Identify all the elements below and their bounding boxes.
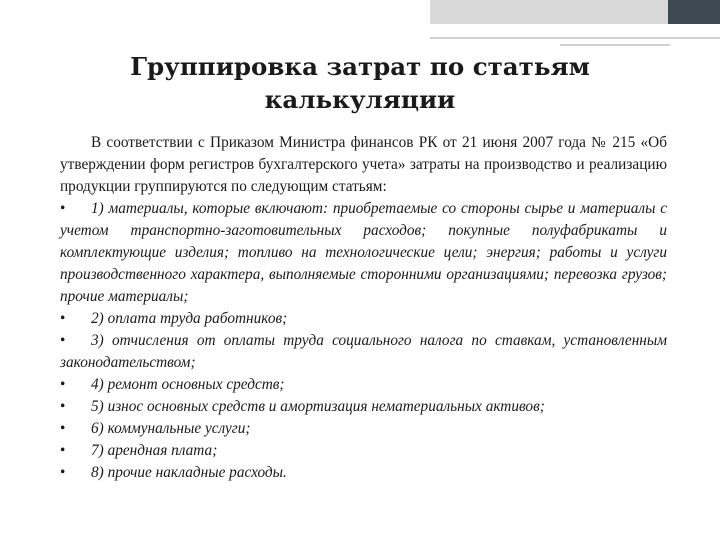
list-item	[60, 308, 667, 330]
slide-title-line-1: Группировка затрат по статьям	[130, 52, 590, 81]
corner-decoration-gray	[430, 0, 668, 24]
list-item	[60, 198, 667, 308]
list-item-text: 6) коммунальные услуги;	[91, 420, 251, 437]
list-item-text: 4) ремонт основных средств;	[91, 376, 285, 393]
bullet-icon: •	[60, 200, 66, 217]
bullet-icon: •	[60, 376, 66, 393]
bullet-icon: •	[60, 332, 66, 349]
list-item-text: 2) оплата труда работников;	[91, 310, 288, 327]
corner-decoration-dark	[668, 0, 720, 24]
list-item-text: 8) прочие накладные расходы.	[91, 464, 287, 481]
slide-title	[60, 50, 660, 116]
list-item	[60, 440, 667, 462]
list-item	[60, 330, 667, 374]
list-item	[60, 462, 667, 484]
list-item	[60, 418, 667, 440]
bullet-icon: •	[60, 464, 66, 481]
list-item-text: 5) износ основных средств и амортизация нематериальных активов;	[91, 398, 545, 415]
bullet-icon: •	[60, 442, 66, 459]
bullet-icon: •	[60, 398, 66, 415]
bullet-icon: •	[60, 310, 66, 327]
list-item-text: 3) отчисления от оплаты труда социального налога по ставкам, установленным законодательством;	[60, 332, 667, 371]
corner-decoration-line	[430, 37, 720, 39]
list-item-text: 1) материалы, которые включают: приобретаемые со стороны сырье и материалы с учетом транспортно-заготовительных расходов; покупные полуфабрикаты и комплектующие изделия; топливо на технологические цели; энергия; работы и услуги производственного характера, выполняемые сторонними организациями; перевозка грузов; прочие материалы;	[60, 200, 667, 305]
corner-decoration-line	[560, 44, 670, 46]
list-item	[60, 374, 667, 396]
bullet-icon: •	[60, 420, 66, 437]
list-item-text: 7) арендная плата;	[91, 442, 218, 459]
slide-body	[60, 132, 667, 484]
slide-title-line-2: калькуляции	[264, 85, 456, 114]
intro-paragraph: В соответствии с Приказом Министра финансов РК от 21 июня 2007 года № 215 «Об утверждении форм регистров бухгалтерского учета» затраты на производство и реализацию продукции группируются по следующим статьям:	[60, 134, 667, 195]
list-item	[60, 396, 667, 418]
